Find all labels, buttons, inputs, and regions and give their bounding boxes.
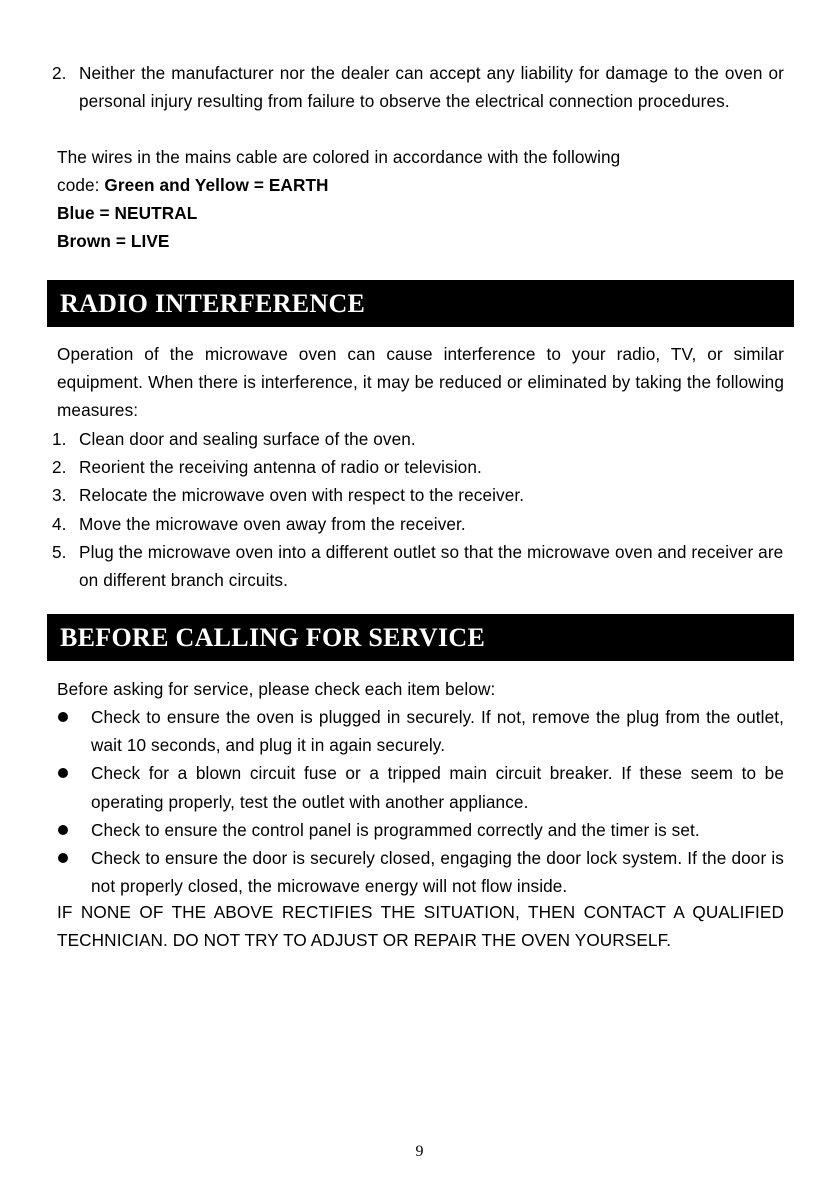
connection-liability-item bbox=[52, 59, 784, 115]
radio-interference-heading: RADIO INTERFERENCE bbox=[47, 280, 794, 327]
list-item bbox=[52, 538, 784, 594]
wire-code-earth bbox=[57, 171, 784, 199]
before-calling-service-heading: BEFORE CALLING FOR SERVICE bbox=[47, 614, 794, 661]
item-text: Neither the manufacturer nor the dealer can accept any liability for damage to the oven or personal injury resulting from failure to observe the electrical connection procedures. bbox=[79, 63, 784, 112]
list-text: Plug the microwave oven into a different outlet so that the microwave oven and receiver are on different branch circuits. bbox=[79, 541, 784, 591]
list-item bbox=[52, 425, 784, 453]
list-number: 3. bbox=[52, 485, 67, 506]
list-item bbox=[52, 453, 784, 481]
radio-measures-list bbox=[52, 425, 784, 594]
technician-warning: IF NONE OF THE ABOVE RECTIFIES THE SITUATION, THEN CONTACT A QUALIFIED TECHNICIAN. DO NOT TRY TO ADJUST OR REPAIR THE OVEN YOURSELF. bbox=[57, 902, 784, 951]
list-text: Relocate the microwave oven with respect to the receiver. bbox=[79, 485, 525, 506]
list-text: Clean door and sealing surface of the oven. bbox=[79, 429, 416, 449]
checklist-item bbox=[57, 759, 784, 815]
list-text: Reorient the receiving antenna of radio or television. bbox=[79, 457, 482, 478]
service-intro: Before asking for service, please check each item below: bbox=[57, 679, 496, 699]
code-prefix: code: bbox=[57, 175, 105, 195]
checklist-item bbox=[57, 703, 784, 759]
radio-interference-intro: Operation of the microwave oven can cause interference to your radio, TV, or similar equipment. When there is interference, it may be reduced or eliminated by taking the following measures: bbox=[57, 344, 784, 421]
checklist-text: Check to ensure the oven is plugged in securely. If not, remove the plug from the outlet, wait 10 seconds, and plug it in again securely. bbox=[91, 707, 784, 756]
bullet-icon bbox=[57, 816, 91, 844]
wire-code-neutral: Blue = NEUTRAL bbox=[57, 203, 198, 223]
list-text: Move the microwave oven away from the receiver. bbox=[79, 513, 466, 534]
item-number: 2. bbox=[52, 63, 67, 83]
list-item bbox=[52, 481, 784, 509]
list-number: 1. bbox=[52, 429, 67, 449]
bullet-icon bbox=[57, 703, 91, 759]
checklist-text: Check to ensure the control panel is programmed correctly and the timer is set. bbox=[91, 819, 700, 840]
list-item bbox=[52, 510, 784, 538]
checklist-text: Check for a blown circuit fuse or a tripped main circuit breaker. If these seem to be operating properly, test the outlet with another appliance. bbox=[91, 763, 784, 812]
list-number: 4. bbox=[52, 513, 67, 534]
checklist-item bbox=[57, 816, 784, 844]
checklist-text: Check to ensure the door is securely closed, engaging the door lock system. If the door is not properly closed, the microwave energy will not flow inside. bbox=[91, 848, 784, 897]
service-checklist bbox=[57, 703, 784, 900]
list-number: 5. bbox=[52, 541, 67, 562]
wires-color-text: The wires in the mains cable are colored in accordance with the following bbox=[57, 147, 621, 167]
bullet-icon bbox=[57, 844, 91, 900]
list-number: 2. bbox=[52, 457, 67, 478]
earth-code: Green and Yellow = EARTH bbox=[104, 175, 329, 195]
checklist-item bbox=[57, 844, 784, 900]
bullet-icon bbox=[57, 759, 91, 815]
page-number: 9 bbox=[415, 1143, 424, 1160]
wire-code-live: Brown = LIVE bbox=[57, 231, 170, 251]
